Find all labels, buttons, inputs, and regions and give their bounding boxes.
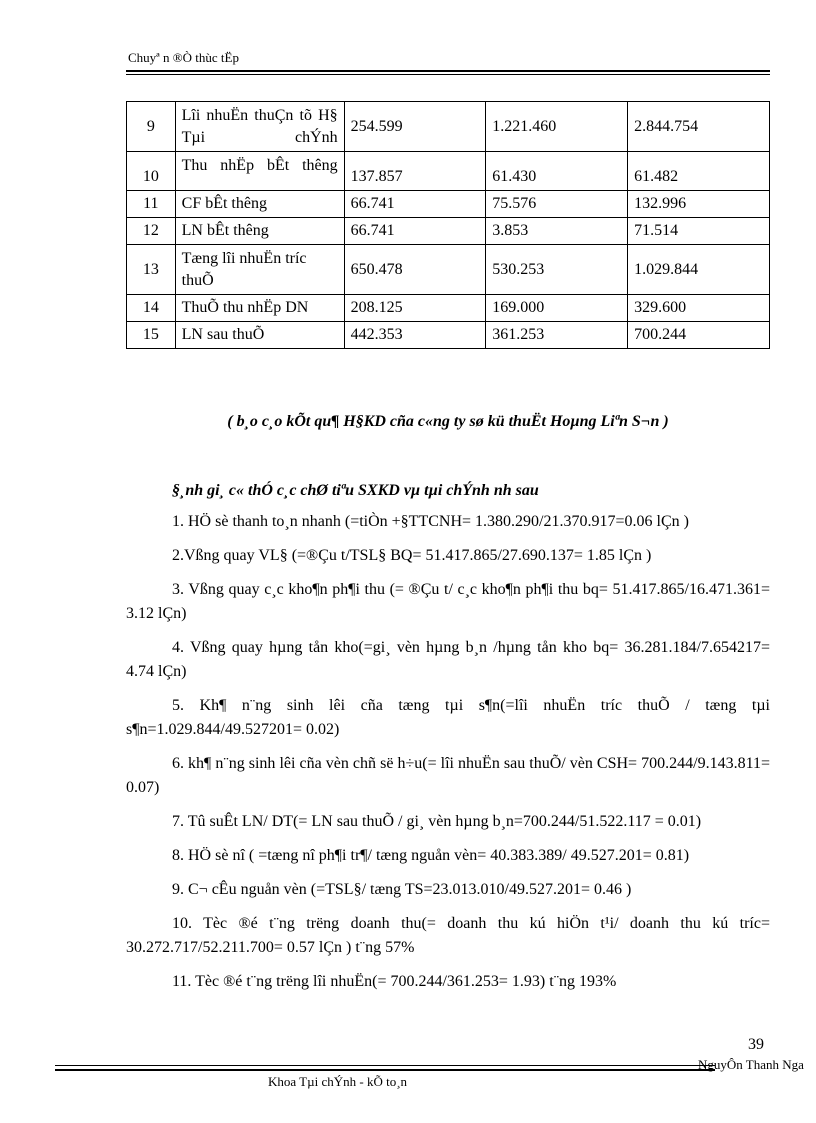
row-label: Lîi nhuËn thuÇn tõ H§ Tµi chÝnh	[175, 102, 344, 152]
value-year-2: 61.430	[486, 152, 628, 191]
list-item: 11. Tèc ®é t¨ng trëng lîi nhuËn(= 700.244/361.253= 1.93) t¨ng 193%	[172, 973, 617, 990]
row-label: LN bÊt thêng	[175, 218, 344, 245]
value-year-2: 75.576	[486, 191, 628, 218]
row-number: 12	[127, 218, 176, 245]
list-item: 1. HÖ sè thanh to¸n nhanh (=tiÒn +§TTCNH= 1.380.290/21.370.917=0.06 lÇn )	[172, 513, 689, 530]
row-number: 10	[127, 152, 176, 191]
section-title: §¸nh gi¸ c« thÓ c¸c chØ tiªu SXKD vµ tµi chÝnh nh sau	[172, 482, 539, 499]
value-year-2: 3.853	[486, 218, 628, 245]
table-row	[127, 245, 770, 295]
value-year-2: 1.221.460	[486, 102, 628, 152]
list-item: 5. Kh¶ n¨ng sinh lêi cña tæng tµi s¶n(=lîi nhuËn tríc thuÕ / tæng tµi s¶n=1.029.844/49.527201= 0.02)	[126, 697, 770, 738]
value-year-1: 208.125	[344, 295, 486, 322]
value-year-1: 442.353	[344, 322, 486, 349]
row-label: Tæng lîi nhuËn tríc thuÕ	[175, 245, 344, 295]
table-row	[127, 218, 770, 245]
value-year-3: 2.844.754	[628, 102, 770, 152]
table-row	[127, 295, 770, 322]
value-year-3: 1.029.844	[628, 245, 770, 295]
row-number: 13	[127, 245, 176, 295]
value-year-1: 66.741	[344, 218, 486, 245]
value-year-3: 700.244	[628, 322, 770, 349]
header-rule-thick	[126, 70, 770, 72]
footer-rule-thick	[55, 1069, 715, 1071]
table-row	[127, 322, 770, 349]
list-item: 9. C¬ cÊu nguån vèn (=TSL§/ tæng TS=23.013.010/49.527.201= 0.46 )	[172, 881, 632, 898]
running-header-title: Chuyª n ®Ò thùc tËp	[128, 50, 239, 65]
list-item: 10. Tèc ®é t¨ng trëng doanh thu(= doanh thu kú hiÖn t¹i/ doanh thu kú tríc= 30.272.717/52.211.700= 0.57 lÇn ) t¨ng 57%	[126, 915, 770, 956]
row-label: Thu nhËp bÊt thêng	[175, 152, 344, 191]
table-row	[127, 102, 770, 152]
value-year-1: 137.857	[344, 152, 486, 191]
list-item: 6. kh¶ n¨ng sinh lêi cña vèn chñ së h÷u(= lîi nhuËn sau thuÕ/ vèn CSH= 700.244/9.143.811= 0.07)	[126, 755, 770, 796]
list-item: 2.Vßng quay VL§ (=®Çu t/TSL§ BQ= 51.417.865/27.690.137= 1.85 lÇn )	[172, 547, 652, 564]
value-year-2: 169.000	[486, 295, 628, 322]
value-year-3: 132.996	[628, 191, 770, 218]
value-year-3: 71.514	[628, 218, 770, 245]
footer-rule-thin	[55, 1065, 715, 1066]
row-label: CF bÊt thêng	[175, 191, 344, 218]
indicator-list	[126, 510, 770, 1004]
list-item: 7. Tû suÊt LN/ DT(= LN sau thuÕ / gi¸ vèn hµng b¸n=700.244/51.522.117 = 0.01)	[172, 813, 702, 830]
row-label: LN sau thuÕ	[175, 322, 344, 349]
value-year-2: 530.253	[486, 245, 628, 295]
list-item: 8. HÖ sè nî ( =tæng nî ph¶i tr¶/ tæng nguån vèn= 40.383.389/ 49.527.201= 0.81)	[172, 847, 690, 864]
row-number: 9	[127, 102, 176, 152]
table-row	[127, 152, 770, 191]
list-item: 4. Vßng quay hµng tån kho(=gi¸ vèn hµng b¸n /hµng tån kho bq= 36.281.184/7.654217= 4.74 lÇn)	[126, 639, 770, 680]
table-row	[127, 191, 770, 218]
footer-author: NguyÔn Thanh Nga	[698, 1057, 804, 1072]
row-number: 15	[127, 322, 176, 349]
value-year-3: 329.600	[628, 295, 770, 322]
header-rule-thin	[126, 74, 770, 75]
financial-results-table	[126, 101, 770, 349]
value-year-3: 61.482	[628, 152, 770, 191]
list-item: 3. Vßng quay c¸c kho¶n ph¶i thu (= ®Çu t/ c¸c kho¶n ph¶i thu bq= 51.417.865/16.471.361= 3.12 lÇn)	[126, 581, 770, 622]
row-label: ThuÕ thu nhËp DN	[175, 295, 344, 322]
value-year-1: 66.741	[344, 191, 486, 218]
footer-faculty: Khoa Tµi chÝnh - kÕ to¸n	[268, 1074, 408, 1089]
value-year-1: 254.599	[344, 102, 486, 152]
row-number: 14	[127, 295, 176, 322]
table-caption: ( b¸o c¸o kÕt qu¶ H§KD cña c«ng ty sø kü thuËt Hoµng Liªn S¬n )	[227, 413, 669, 430]
value-year-1: 650.478	[344, 245, 486, 295]
value-year-2: 361.253	[486, 322, 628, 349]
row-number: 11	[127, 191, 176, 218]
page-number: 39	[748, 1036, 764, 1053]
